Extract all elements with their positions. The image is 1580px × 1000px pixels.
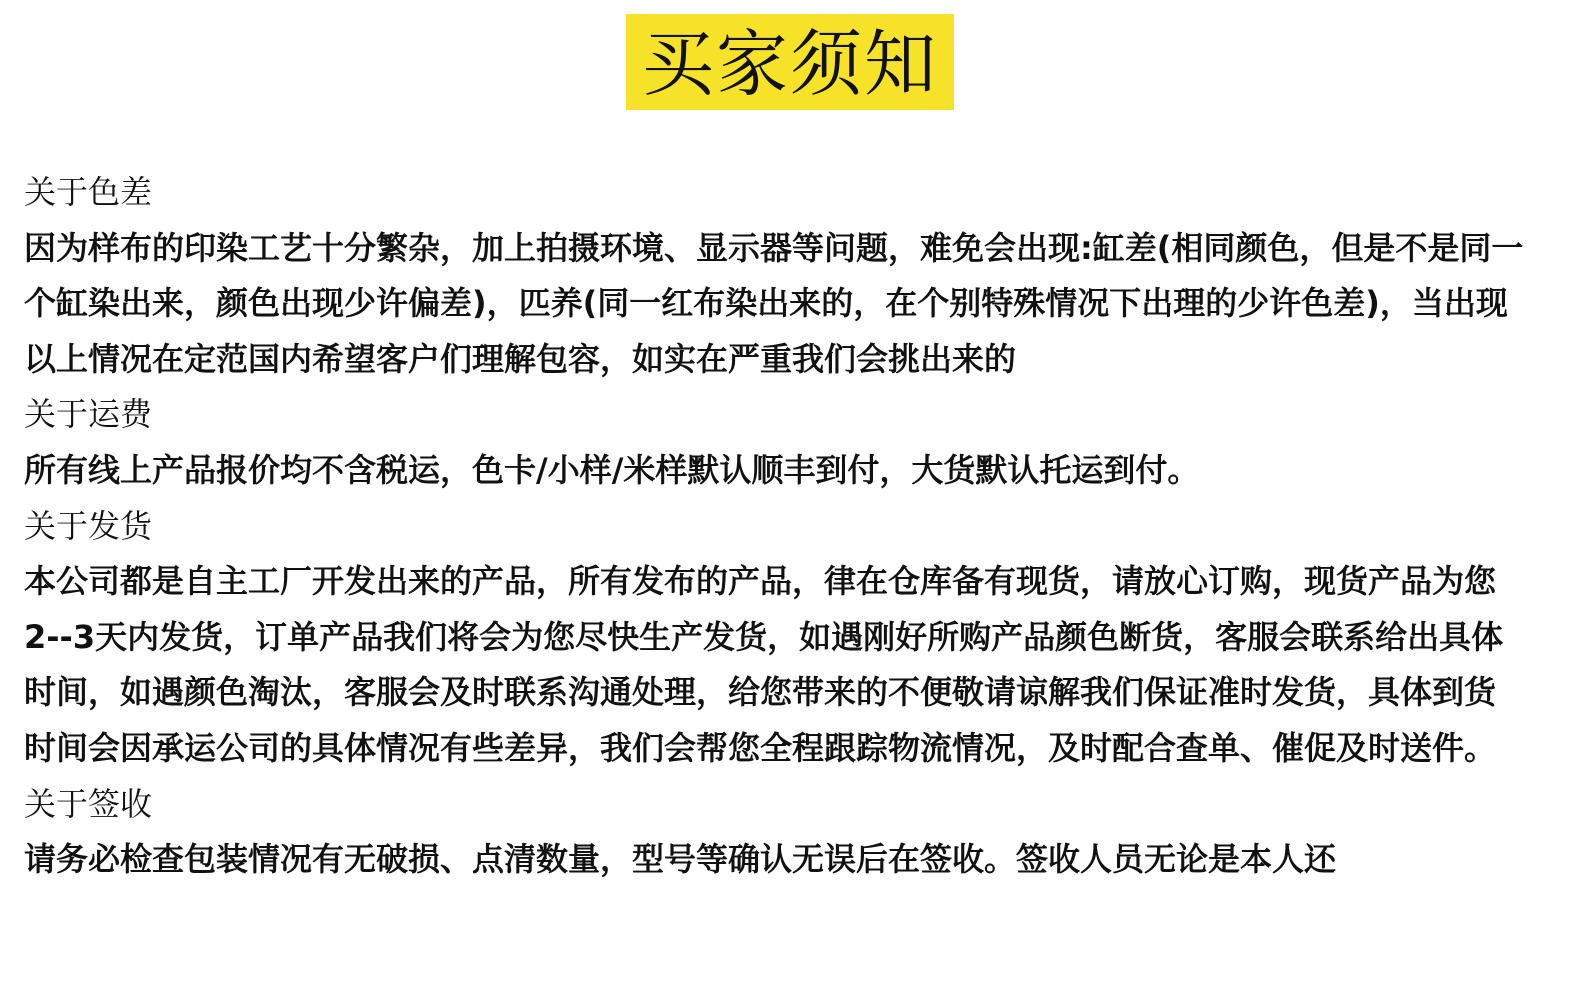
section-receipt xyxy=(24,777,1524,888)
section-heading: 关于发货 xyxy=(24,506,153,545)
section-body: 本公司都是自主工厂开发出来的产品，所有发布的产品，律在仓库备有现货，请放心订购，现货产品为您2--3天内发货，订单产品我们将会为您尽快生产发货，如遇刚好所购产品颜色断货，客服会联系给出具体时间，如遇颜色淘汰，客服会及时联系沟通处理，给您带来的不便敬请谅解我们保证准时发货，具体到货时间会因承运公司的具体情况有些差异，我们会帮您全程跟踪物流情况，及时配合查单、催促及时送件。 xyxy=(24,562,1504,767)
section-color-difference xyxy=(24,165,1524,387)
section-heading: 关于运费 xyxy=(24,395,153,434)
section-body: 因为样布的印染工艺十分繁杂，加上拍摄环境、显示器等问题，难免会出现:缸差(相同颜色，但是不是同一个缸染出来，颜色出现少许偏差)，匹养(同一红布染出来的，在个别特殊情况下出理的少许色差)，当出现以上情况在定范国内希望客户们理解包容，如实在严重我们会挑出来的 xyxy=(24,228,1524,378)
section-body: 所有线上产品报价均不含税运，色卡/小样/米样默认顺丰到付，大货默认托运到付。 xyxy=(24,450,1200,489)
notice-content xyxy=(24,165,1524,888)
page-title: 买家须知 xyxy=(626,14,954,110)
section-delivery xyxy=(24,499,1524,777)
section-heading: 关于色差 xyxy=(24,173,153,211)
section-heading: 关于签收 xyxy=(24,784,153,823)
section-body: 请务必检查包装情况有无破损、点清数量，型号等确认无误后在签收。签收人员无论是本人还 xyxy=(24,840,1337,879)
section-shipping-cost xyxy=(24,387,1524,498)
title-wrap xyxy=(0,14,1580,110)
